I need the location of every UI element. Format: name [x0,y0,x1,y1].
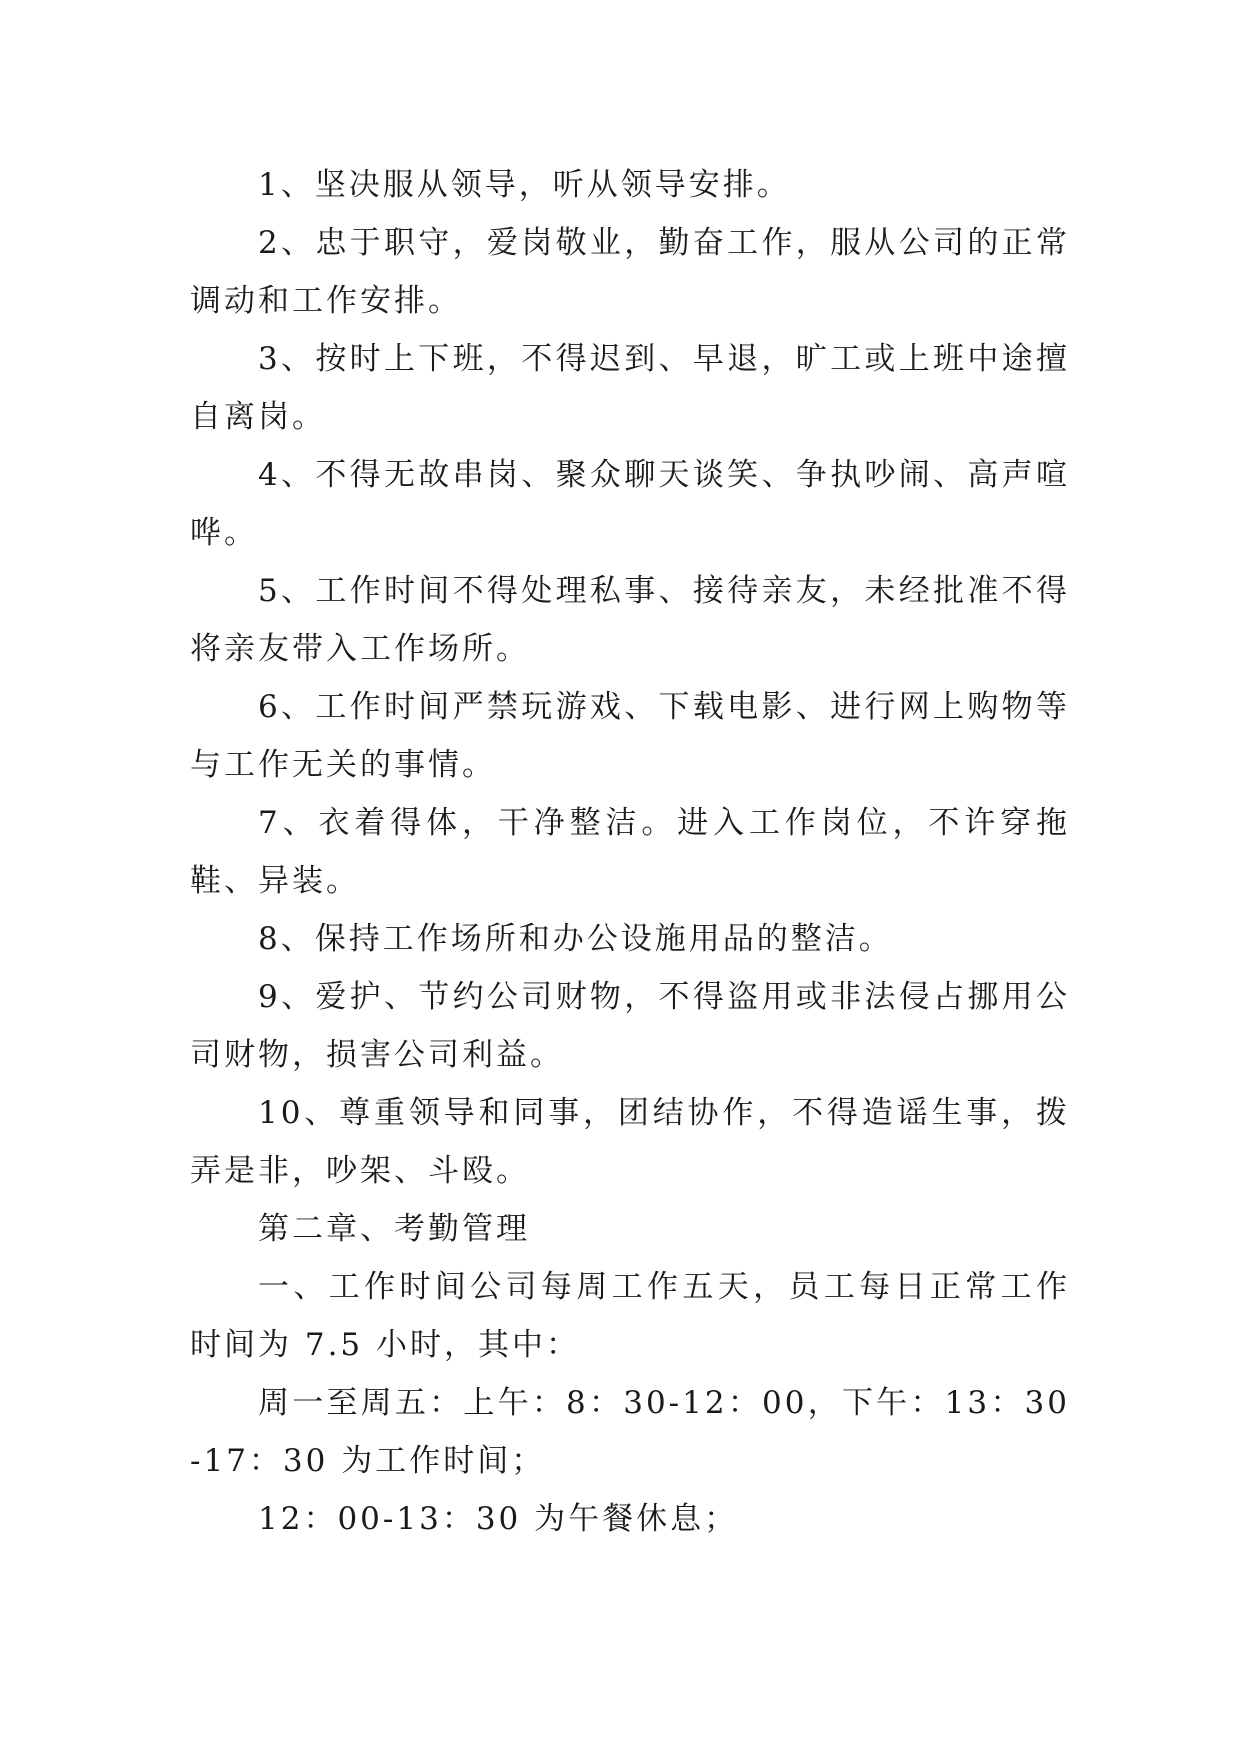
paragraph-rule-7: 7、衣着得体，干净整洁。进入工作岗位，不许穿拖鞋、异装。 [190,805,1070,899]
paragraph-rule-8: 8、保持工作场所和办公设施用品的整洁。 [258,921,893,957]
paragraph-schedule: 周一至周五：上午：8：30-12：00，下午：13：30-17：30 为工作时间； [190,1385,1070,1479]
document-body [190,156,1070,1548]
paragraph-lunch-break: 12：00-13：30 为午餐休息； [258,1501,739,1537]
paragraph-rule-5: 5、工作时间不得处理私事、接待亲友，未经批准不得将亲友带入工作场所。 [190,573,1070,667]
paragraph-rule-9: 9、爱护、节约公司财物，不得盗用或非法侵占挪用公司财物，损害公司利益。 [190,979,1070,1073]
paragraph-rule-10: 10、尊重领导和同事，团结协作，不得造谣生事，拨弄是非，吵架、斗殴。 [190,1095,1070,1189]
paragraph-rule-2: 2、忠于职守，爱岗敬业，勤奋工作，服从公司的正常调动和工作安排。 [190,225,1070,319]
paragraph-rule-3: 3、按时上下班，不得迟到、早退，旷工或上班中途擅自离岗。 [190,341,1070,435]
chapter-heading: 第二章、考勤管理 [258,1211,530,1247]
paragraph-work-hours: 一、工作时间公司每周工作五天，员工每日正常工作时间为 7.5 小时，其中： [190,1269,1070,1363]
paragraph-rule-4: 4、不得无故串岗、聚众聊天谈笑、争执吵闹、高声喧哗。 [190,457,1070,551]
paragraph-rule-1: 1、坚决服从领导，听从领导安排。 [258,167,791,203]
paragraph-rule-6: 6、工作时间严禁玩游戏、下载电影、进行网上购物等与工作无关的事情。 [190,689,1070,783]
